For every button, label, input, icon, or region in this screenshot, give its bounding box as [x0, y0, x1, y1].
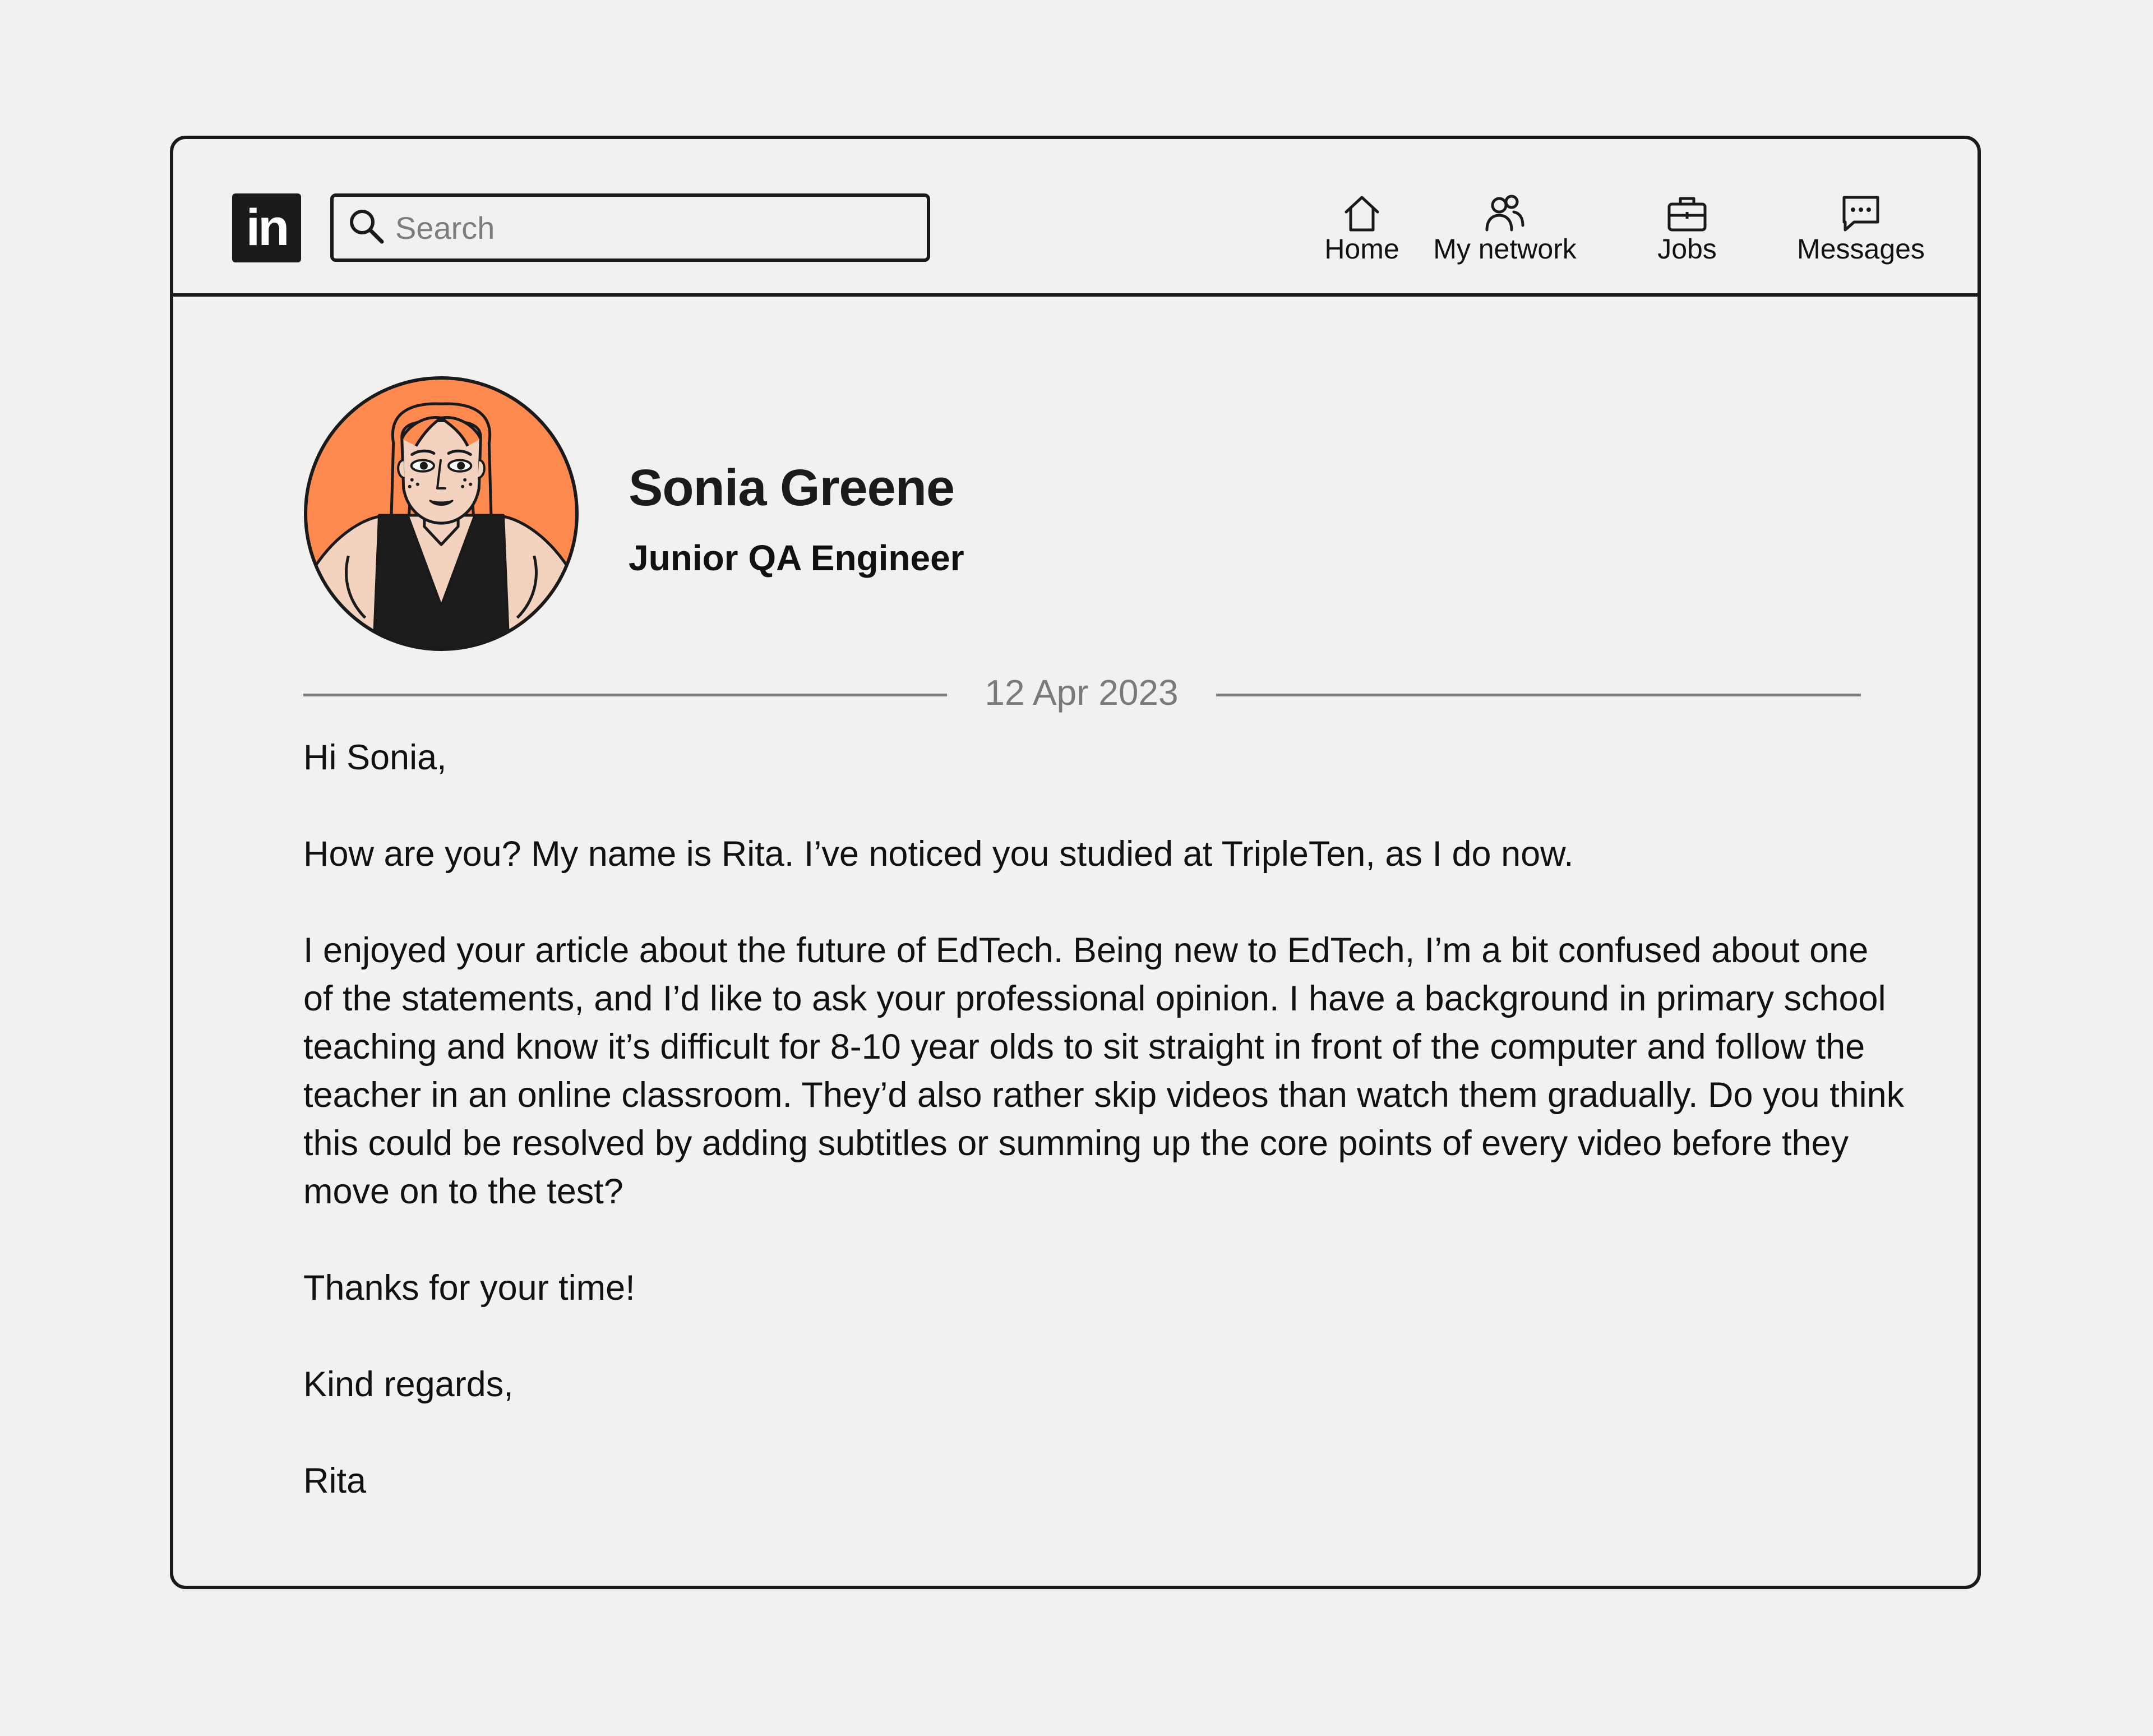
nav-messages[interactable] [1777, 191, 1945, 265]
date-divider-left [303, 694, 947, 696]
message-paragraph: Thanks for your time! [303, 1268, 635, 1308]
message-signoff: Kind regards, [303, 1365, 514, 1404]
nav-home[interactable] [1297, 191, 1426, 265]
message-signature: Rita [303, 1461, 367, 1500]
message-date: 12 Apr 2023 [985, 672, 1179, 713]
date-divider-right [1216, 694, 1861, 696]
search-icon [347, 207, 386, 246]
home-icon [1339, 191, 1384, 236]
nav-my-network-label: My network [1433, 233, 1577, 265]
avatar[interactable] [303, 376, 579, 652]
search-box[interactable] [330, 193, 930, 262]
top-nav-bar [173, 139, 1978, 297]
message-paragraph: I enjoyed your article about the future of EdTech. Being new to EdTech, I’m a bit confused about one of the statements, and I’d like to ask your professional opinion. I have a background in primary school teaching and know it’s difficult for 8-10 year olds to sit straight in front of the computer and follow the teacher in an online classroom. They’d also rather skip videos than watch them gradually. Do you think this could be resolved by adding subtitles or summing up the core points of every video before they move on to the test? [303, 931, 1905, 1211]
nav-jobs-label: Jobs [1657, 233, 1717, 265]
message-paragraph: How are you? My name is Rita. I’ve noticed you studied at TripleTen, as I do now. [303, 834, 1574, 874]
message-body [303, 733, 1907, 1505]
profile-title: Junior QA Engineer [629, 538, 964, 578]
nav-jobs[interactable] [1639, 191, 1735, 265]
nav-my-network[interactable] [1421, 191, 1589, 265]
search-input[interactable] [395, 202, 900, 253]
briefcase-icon [1665, 191, 1710, 236]
message-greeting: Hi Sonia, [303, 738, 447, 777]
linkedin-logo[interactable]: in [232, 193, 301, 262]
people-icon [1482, 191, 1527, 236]
app-window [170, 136, 1981, 1589]
nav-home-label: Home [1324, 233, 1399, 265]
nav-messages-label: Messages [1797, 233, 1925, 265]
profile-name[interactable]: Sonia Greene [629, 459, 955, 516]
message-icon [1838, 191, 1883, 236]
